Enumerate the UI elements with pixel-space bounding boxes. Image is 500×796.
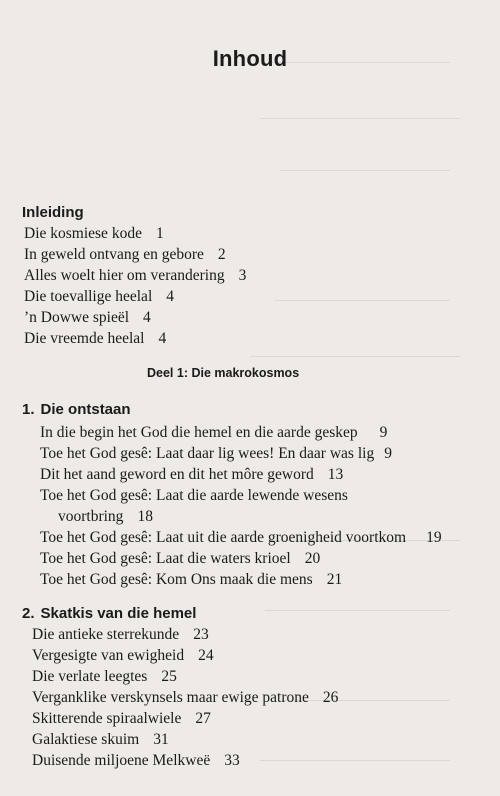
toc-entry-text: Die antieke sterrekunde bbox=[32, 626, 180, 643]
toc-entry-page: 18 bbox=[137, 508, 153, 525]
toc-entry-text: Toe het God gesê: Laat daar lig wees! En daar was lig bbox=[40, 445, 375, 462]
toc-entry-text: Die kosmiese kode bbox=[24, 225, 142, 242]
toc-entry bbox=[32, 752, 240, 770]
toc-entry bbox=[24, 330, 166, 348]
toc-entry-text: In die begin het God die hemel en die aarde geskep bbox=[40, 424, 358, 441]
bleed-through-line bbox=[280, 170, 450, 171]
toc-entry bbox=[24, 309, 151, 327]
toc-entry-page: 31 bbox=[153, 731, 169, 748]
toc-entry bbox=[40, 571, 342, 589]
toc-entry-page: 3 bbox=[238, 267, 247, 284]
toc-entry-page: 26 bbox=[322, 689, 339, 706]
chapter-title: Skatkis van die hemel bbox=[40, 605, 197, 622]
toc-entry bbox=[40, 550, 320, 568]
page-title: Inhoud bbox=[212, 46, 288, 71]
toc-entry-text: ’n Dowwe spieël bbox=[24, 309, 130, 326]
toc-entry bbox=[32, 710, 211, 728]
bleed-through-line bbox=[265, 610, 450, 611]
toc-entry bbox=[40, 445, 392, 463]
chapter-number: 2. bbox=[22, 605, 35, 622]
toc-entry-page: 1 bbox=[155, 225, 164, 242]
toc-entry bbox=[32, 689, 338, 707]
toc-entry-text: Toe het God gesê: Laat uit die aarde groenigheid voortkom bbox=[40, 529, 407, 546]
toc-entry bbox=[32, 647, 214, 665]
chapter-heading bbox=[22, 605, 196, 622]
toc-entry-text: Verganklike verskynsels maar ewige patrone bbox=[32, 689, 309, 706]
toc-entry bbox=[32, 626, 209, 644]
toc-entry bbox=[40, 424, 387, 442]
toc-entry-text: Alles woelt hier om verandering bbox=[24, 267, 225, 284]
toc-entry-page: 21 bbox=[326, 571, 343, 588]
bleed-through-line bbox=[250, 356, 460, 357]
toc-entry-page: 4 bbox=[166, 288, 174, 305]
bleed-through-line bbox=[260, 118, 460, 119]
toc-entry-page: 2 bbox=[217, 246, 226, 263]
toc-entry-page: 9 bbox=[379, 424, 388, 441]
toc-entry-text: Dit het aand geword en dit het môre geword bbox=[40, 466, 314, 483]
toc-entry bbox=[24, 288, 174, 306]
toc-entry-page: 20 bbox=[304, 550, 321, 567]
toc-entry bbox=[24, 246, 226, 264]
toc-entry-text: voortbring bbox=[58, 508, 124, 525]
toc-entry-text: Die vreemde heelal bbox=[24, 330, 145, 347]
toc-entry-page: 19 bbox=[426, 529, 442, 546]
chapter-title: Die ontstaan bbox=[40, 401, 131, 418]
bleed-through-line bbox=[260, 760, 450, 761]
toc-entry-page: 23 bbox=[193, 626, 209, 643]
toc-entry bbox=[58, 508, 153, 526]
toc-entry-text: Skitterende spiraalwiele bbox=[32, 710, 182, 727]
chapter-heading bbox=[22, 401, 131, 418]
toc-entry-page: 33 bbox=[224, 752, 240, 769]
toc-entry-text: Vergesigte van ewigheid bbox=[32, 647, 185, 664]
toc-entry bbox=[40, 466, 343, 484]
intro-heading: Inleiding bbox=[22, 204, 84, 221]
toc-entry-text: Toe het God gesê: Laat die waters krioel bbox=[40, 550, 291, 567]
toc-entry bbox=[24, 267, 246, 285]
toc-entry-page: 4 bbox=[143, 309, 151, 326]
toc-entry-text: In geweld ontvang en gebore bbox=[24, 246, 204, 263]
toc-entry bbox=[40, 529, 442, 547]
toc-entry-page: 25 bbox=[161, 668, 177, 685]
toc-entry bbox=[32, 668, 177, 686]
toc-entry bbox=[40, 487, 348, 505]
toc-entry bbox=[32, 731, 169, 749]
toc-entry-page: 27 bbox=[195, 710, 211, 727]
toc-entry-text: Duisende miljoene Melkweë bbox=[32, 752, 211, 769]
toc-entry-text: Toe het God gesê: Kom Ons maak die mens bbox=[40, 571, 313, 588]
toc-entry bbox=[24, 225, 164, 243]
toc-entry-page: 4 bbox=[158, 330, 167, 347]
toc-entry-text: Die verlate leegtes bbox=[32, 668, 148, 685]
toc-entry-page: 13 bbox=[327, 466, 344, 483]
bleed-through-line bbox=[275, 300, 450, 301]
chapter-number: 1. bbox=[22, 401, 35, 418]
toc-entry-page: 9 bbox=[384, 445, 392, 462]
toc-entry-page: 24 bbox=[198, 647, 214, 664]
part-heading: Deel 1: Die makrokosmos bbox=[147, 366, 300, 380]
toc-entry-text: Galaktiese skuim bbox=[32, 731, 140, 748]
toc-entry-text: Die toevallige heelal bbox=[24, 288, 153, 305]
toc-entry-text: Toe het God gesê: Laat die aarde lewende wesens bbox=[40, 487, 348, 504]
